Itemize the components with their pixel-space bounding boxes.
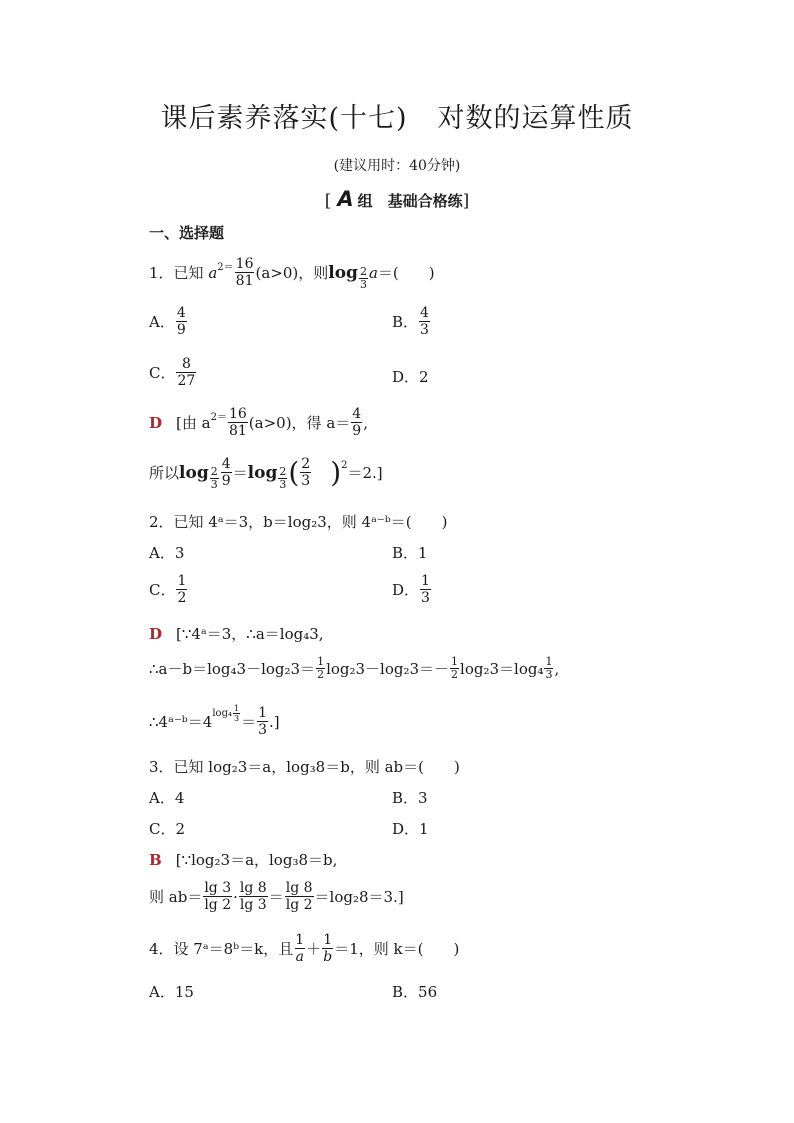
q1-option-a[interactable]: A． $\frac{4}{9}$ — [149, 305, 186, 338]
q1-frac: $\frac{16}{81}$ — [235, 256, 254, 289]
q3-solution-line2: 则 ab＝ $\frac{\lg 3}{\lg 2}$ · $\frac{\lg 8}{\lg 3}$ ＝ $\frac{\lg 8}{\lg 2}$ ＝log₂8＝3.] — [149, 880, 404, 913]
q3-option-b[interactable]: B．3 — [392, 789, 428, 807]
group-heading — [0, 187, 794, 211]
page-title — [0, 96, 794, 135]
group-label: 组 基础合格练 — [357, 192, 463, 210]
q2-solution-line1: D [∵4ᵃ＝3，∴a＝log₄3, — [149, 624, 324, 643]
q1-stem — [149, 256, 435, 289]
q3-option-a[interactable]: A．4 — [149, 789, 185, 807]
q1-option-c[interactable]: C． $\frac{8}{27}$ — [149, 356, 196, 389]
q2-option-c[interactable]: C． $\frac{1}{2}$ — [149, 573, 187, 606]
q1-tail: ＝( ) — [377, 264, 435, 282]
q2-answer: D — [149, 624, 163, 643]
q2-option-a[interactable]: A．3 — [149, 544, 185, 562]
q2-solution-line3: ∴4ᵃ⁻ᵇ＝4 log₄ $\frac{1}{3}$ ＝ $\frac{1}{3}$ .] — [149, 704, 280, 738]
q1-log: log — [328, 262, 358, 283]
time-note: (建议用时：40分钟) — [333, 158, 461, 174]
q3-option-d[interactable]: D．1 — [392, 820, 429, 838]
q1-cond: (a>0)，则 — [255, 264, 329, 282]
q2-option-b[interactable]: B．1 — [392, 544, 428, 562]
q3-solution-line1: B [∵log₂3＝a，log₃8＝b, — [149, 850, 338, 869]
q1-answer: D — [149, 413, 163, 432]
q1-eq: 2＝ — [217, 262, 234, 273]
q4-option-b[interactable]: B．56 — [392, 983, 438, 1001]
title-topic: 对数的运算性质 — [437, 103, 634, 134]
q2-stem: 2．已知 4ᵃ＝3，b＝log₂3，则 4ᵃ⁻ᵇ＝( ) — [149, 513, 448, 531]
q2-solution-line2: ∴a－b＝log₄3－log₂3＝ $\frac{1}{2}$ log₂3－log₂3＝－ $\frac{1}{2}$ log₂3＝log₄ $\frac{1}{3}$ , — [149, 655, 560, 681]
group-bracket-close: ] — [462, 191, 470, 211]
q1-arg: a — [368, 263, 378, 282]
q1-var: a — [208, 263, 218, 282]
section-heading: 一、选择题 — [149, 224, 225, 242]
q1-num: 1．已知 — [149, 264, 204, 282]
q1-log-base: $\frac{2}{3}$ — [359, 265, 367, 291]
q4-option-a[interactable]: A．15 — [149, 983, 194, 1001]
q3-option-c[interactable]: C．2 — [149, 820, 186, 838]
q4-stem: 4．设 7ᵃ＝8ᵇ＝k，且 $\frac{1}{a}$ ＋ $\frac{1}{b}$ ＝1，则 k＝( ) — [149, 932, 460, 965]
group-letter: A — [337, 187, 354, 211]
title-main: 课后素养落实(十七) — [160, 103, 408, 134]
q2-option-d[interactable]: D． $\frac{1}{3}$ — [392, 573, 430, 606]
q1-solution-line1: D [由 a 2＝ $\frac{16}{81}$ (a>0)，得 a＝ $\frac{4}{9}$ , — [149, 406, 368, 439]
q1-option-b[interactable]: B． $\frac{4}{3}$ — [392, 305, 429, 338]
q3-answer: B — [149, 850, 162, 869]
q1-option-d[interactable]: D． 2 — [392, 367, 429, 386]
group-bracket-open: [ — [324, 191, 332, 211]
q3-stem: 3．已知 log₂3＝a，log₃8＝b，则 ab＝( ) — [149, 758, 460, 776]
q1-solution-line2: 所以 log $\frac{2}{3}$ $\frac{4}{9}$ ＝ log $\frac{2}{3}$ ( $\frac{2}{3}$ ) 2 ＝2.] — [149, 455, 383, 491]
